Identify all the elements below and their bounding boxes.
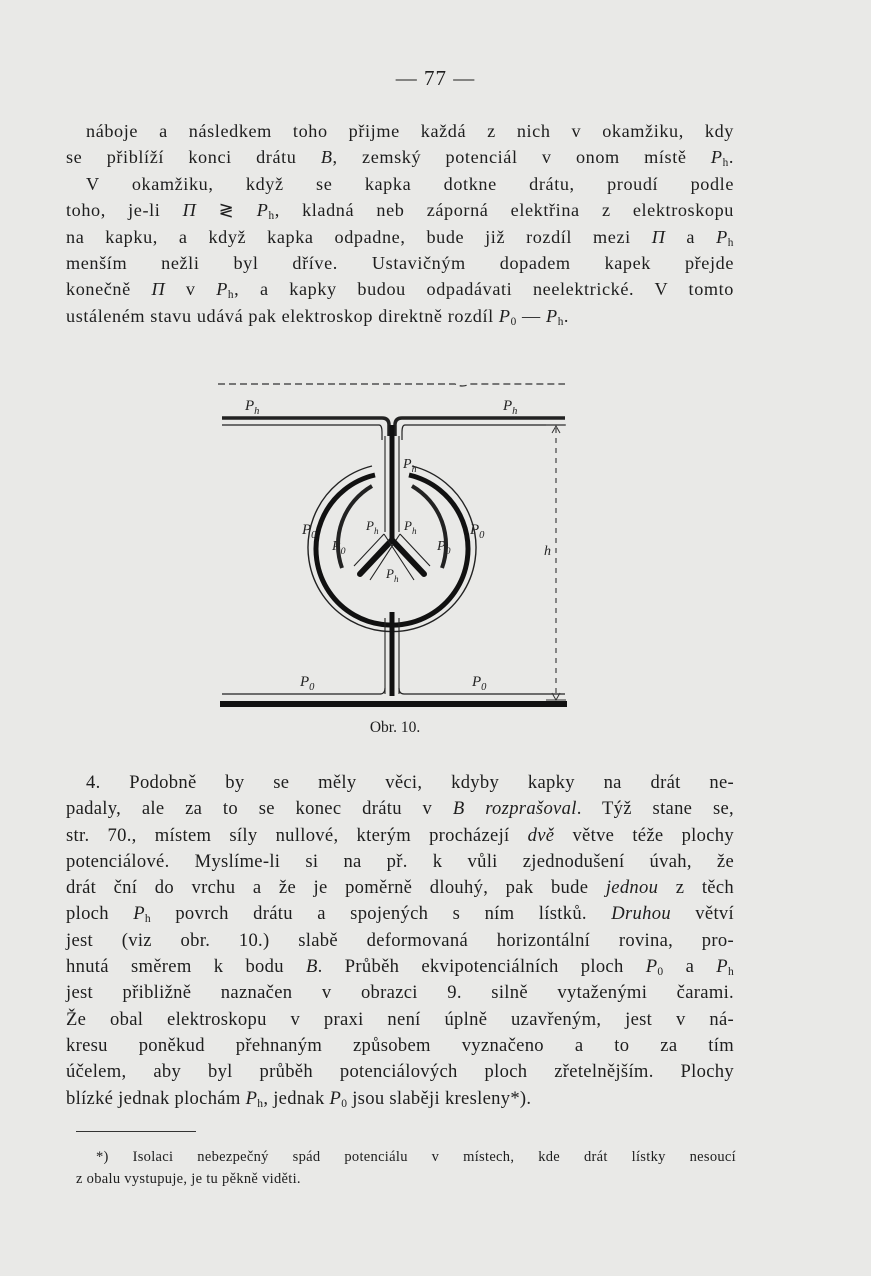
text-run: Π: [182, 200, 197, 221]
text-run: Π: [151, 279, 166, 300]
text-run: Π: [651, 226, 666, 247]
label-ph-rod: $P_h$: [403, 457, 417, 475]
text-run: povrch drátu a spojených s ním lístků.: [150, 903, 612, 925]
text-run: P: [216, 279, 228, 300]
text-run: , a kapky budou odpadávati neelektrické. V tomto: [234, 279, 734, 300]
text-run: konečně: [66, 279, 152, 300]
text-run: . Týž stane se,: [576, 798, 734, 820]
text-run: na kapku, a když kapka odpadne, bude již rozdíl mezi: [66, 226, 652, 247]
label-p0-inside-left: $P_0$: [332, 539, 346, 557]
text-line: [66, 796, 734, 822]
text-run: 0: [510, 315, 517, 328]
text-run: , zemský potenciál v onom místě: [332, 147, 711, 168]
text-run: větve téže plochy: [554, 824, 734, 846]
text-run: h: [722, 157, 729, 170]
inner-arc-right: [412, 486, 446, 568]
text-run: h: [557, 315, 564, 328]
text-run: jsou slaběji kresleny*).: [347, 1087, 532, 1109]
text-run: kresu poněkud přehnaným způsobem vyznačeno a to za tím: [66, 1034, 734, 1056]
text-run: náboje a následkem toho přijme každá z nich v okamžiku, kdy: [86, 121, 734, 141]
text-line: [66, 1007, 734, 1033]
text-run: V okamžiku, když se kapka dotkne drátu, proudí podle: [86, 173, 734, 194]
footnote: [76, 1146, 736, 1190]
text-run: toho, je-li: [66, 200, 183, 221]
text-run: v: [165, 279, 217, 300]
text-run: Druhou: [611, 903, 671, 925]
text-line: [66, 1033, 734, 1059]
text-run: P: [498, 305, 511, 326]
text-run: h: [268, 210, 275, 223]
text-line: [66, 1059, 734, 1085]
text-run: *) Isolaci nebezpečný spád potenciálu v místech, kde drát lístky nesoucí: [96, 1149, 736, 1165]
text-run: 0: [341, 1097, 348, 1110]
label-ph-between-leaves: $P_h$: [386, 566, 399, 584]
text-run: 4. Podobně by se měly věci, kdyby kapky na drát ne-: [86, 772, 734, 793]
text-run: B rozprašoval: [452, 798, 577, 820]
text-line: [66, 770, 734, 796]
label-ph-top-right: $P_h$: [503, 398, 518, 417]
label-ph-left-leaf: $P_h$: [366, 518, 379, 536]
text-run: potenciálové. Myslíme-li si na př. k vůli zjednodušení úvah, že: [66, 850, 734, 872]
text-run: P: [133, 903, 145, 925]
text-run: dvě: [527, 824, 555, 846]
text-run: padaly, ale za to se konec drátu v: [66, 798, 453, 820]
label-h: h: [544, 544, 551, 559]
text-line: [66, 875, 734, 901]
text-run: z těch: [658, 877, 734, 899]
text-run: účelem, aby byl průběh potenciálových ploch zřetelnějším. Plochy: [66, 1061, 734, 1083]
top-wire-left-inner: [222, 425, 382, 440]
text-run: —: [516, 305, 546, 326]
text-run: větví: [670, 903, 734, 925]
text-run: P: [245, 1087, 258, 1109]
text-run: h: [727, 965, 734, 978]
text-run: z obalu vystupuje, je tu pěkně viděti.: [76, 1171, 301, 1187]
label-p0-bottom-right: $P_0$: [472, 674, 487, 693]
label-ph-top-left: $P_h$: [245, 398, 260, 417]
text-run: a: [663, 956, 717, 978]
text-run: jest přibližně naznačen v obrazci 9. silně vytaženými čarami.: [66, 982, 734, 1004]
text-run: P: [645, 956, 658, 978]
label-p0-outside-left: $P_0$: [302, 522, 317, 541]
text-run: P: [716, 956, 728, 978]
text-line: [66, 928, 734, 954]
text-run: menším nežli byl dříve. Ustavičným dopadem kapek přejde: [66, 253, 734, 274]
text-run: hnutá směrem k bodu: [66, 956, 306, 978]
text-run: h: [727, 236, 735, 249]
text-run: P: [329, 1087, 342, 1109]
text-run: ploch: [66, 903, 134, 925]
text-run: jednou: [605, 877, 659, 899]
text-run: B: [320, 147, 333, 168]
top-wire-right: [395, 418, 565, 436]
text-run: h: [257, 1097, 264, 1110]
text-run: ≷: [196, 200, 257, 221]
text-run: Že obal elektroskopu v praxi není úplně uzavřeným, jest v ná-: [66, 1008, 734, 1030]
text-line: [76, 1168, 736, 1190]
label-ph-right-leaf: $P_h$: [404, 518, 417, 536]
paragraph-2: [66, 770, 734, 1112]
text-run: P: [256, 200, 269, 221]
text-run: h: [227, 289, 235, 302]
label-p0-inside-right: $P_0$: [437, 539, 451, 557]
text-run: se přiblíží konci drátu: [66, 147, 321, 168]
text-line: [66, 954, 734, 980]
text-line: [66, 849, 734, 875]
text-run: P: [710, 147, 723, 168]
text-line: [66, 901, 734, 927]
text-run: ustáleném stavu udává pak elektroskop direktně rozdíl: [66, 305, 499, 326]
text-run: jest (viz obr. 10.) slabě deformovaná horizontální rovina, pro-: [66, 929, 734, 951]
label-p0-bottom-left: $P_0$: [300, 674, 315, 693]
right-leaf: [392, 540, 424, 574]
text-line: [76, 1146, 736, 1168]
text-run: .: [728, 147, 734, 168]
text-run: h: [144, 913, 151, 926]
text-run: drát ční do vrchu a že je poměrně dlouhý, pak bude: [66, 877, 606, 899]
text-run: blízké jednak plochám: [66, 1087, 246, 1109]
text-run: , jednak: [263, 1087, 330, 1109]
text-line: [66, 980, 734, 1006]
text-line: [66, 1086, 734, 1112]
label-p0-outside-right: $P_0$: [470, 522, 485, 541]
top-wire-left: [222, 418, 389, 436]
text-run: P: [545, 305, 558, 326]
top-wire-right-inner: [402, 425, 565, 440]
text-run: P: [716, 226, 728, 247]
text-run: .: [563, 305, 570, 326]
figure-caption: Obr. 10.: [369, 719, 421, 736]
text-run: B: [305, 956, 318, 978]
text-run: a: [665, 226, 717, 247]
text-line: [66, 823, 734, 849]
text-run: str. 70., místem síly nullové, kterým procházejí: [66, 824, 528, 846]
text-run: , kladná neb záporná elektřina z elektroskopu: [274, 200, 735, 221]
text-run: . Průběh ekvipotenciálních ploch: [317, 956, 646, 978]
dashed-equipotential-line: [218, 384, 565, 386]
text-run: 0: [657, 965, 664, 978]
page-number: — 77 —: [395, 66, 476, 90]
footnote-rule: [76, 1131, 196, 1132]
